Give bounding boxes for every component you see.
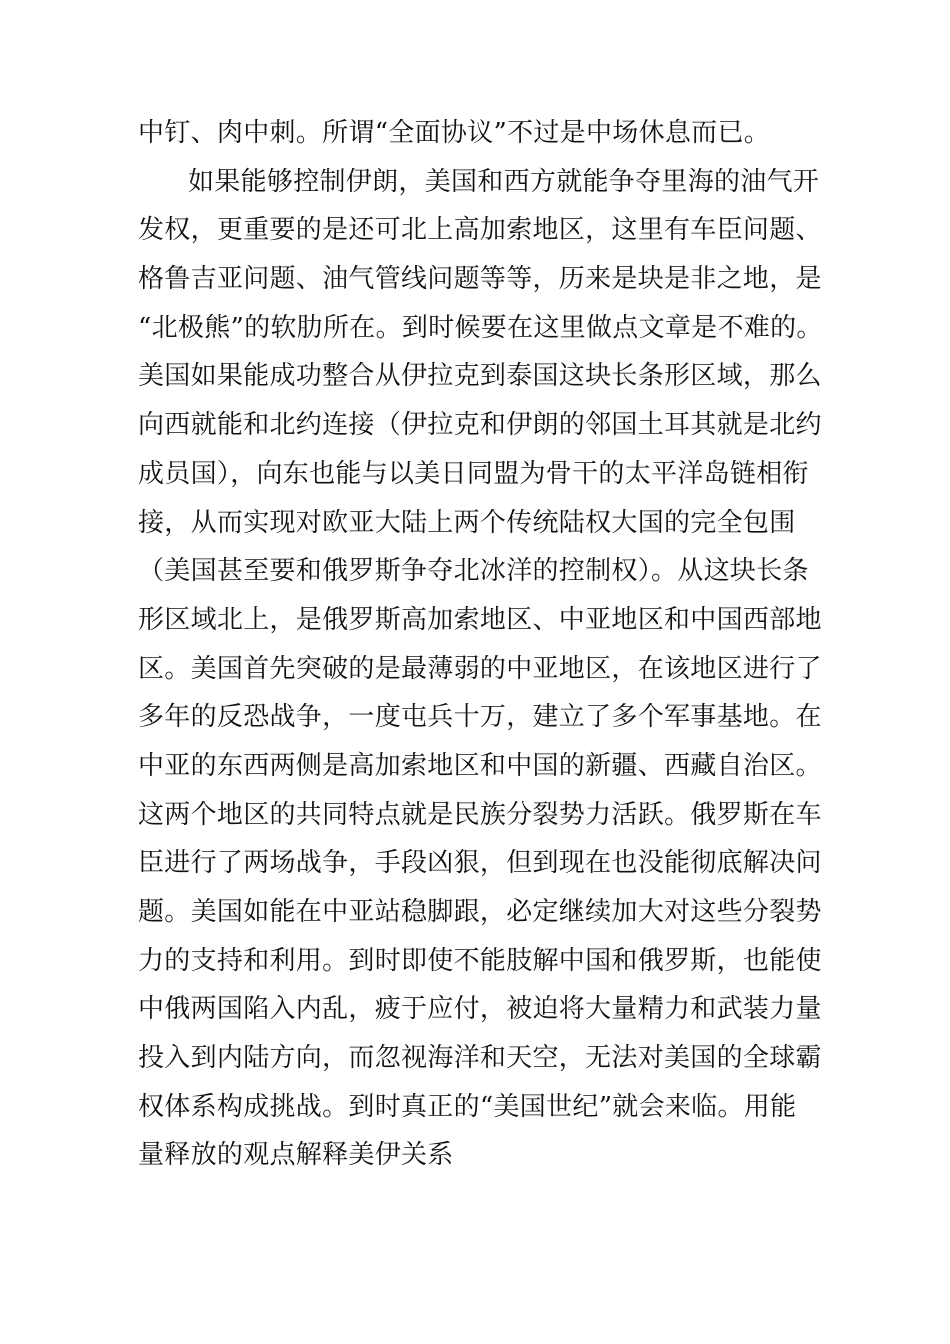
text-line: 向西就能和北约连接（伊拉克和伊朗的邻国土耳其就是北约 — [138, 410, 822, 441]
text-line: 格鲁吉亚问题、油气管线问题等等，历来是块是非之地，是 — [138, 264, 822, 295]
text-line: 题。美国如能在中亚站稳脚跟，必定继续加大对这些分裂势 — [138, 897, 822, 927]
text-line: 发权，更重要的是还可北上高加索地区，这里有车臣问题、 — [138, 215, 822, 246]
text-line: 形区域北上，是俄罗斯高加索地区、中亚地区和中国西部地 — [138, 604, 822, 635]
text-line: 力的支持和利用。到时即使不能肢解中国和俄罗斯，也能使 — [138, 945, 822, 976]
text-line: 臣进行了两场战争，手段凶狠，但到现在也没能彻底解决问 — [138, 848, 822, 879]
paragraph-first-line: 如果能够控制伊朗，美国和西方就能争夺里海的油气开 — [188, 166, 820, 197]
text-line: 投入到内陆方向，而忽视海洋和天空，无法对美国的全球霸 — [138, 1043, 822, 1074]
body-text — [138, 109, 828, 1180]
text-line: （美国甚至要和俄罗斯争夺北冰洋的控制权）。从这块长条 — [138, 556, 809, 587]
text-line: 多年的反恐战争，一度屯兵十万，建立了多个军事基地。在 — [138, 702, 822, 733]
text-line: 接，从而实现对欧亚大陆上两个传统陆权大国的完全包围 — [138, 507, 796, 538]
text-line: 区。美国首先突破的是最薄弱的中亚地区，在该地区进行了 — [138, 653, 822, 684]
text-line: “北极熊”的软肋所在。到时候要在这里做点文章是不难的。 — [138, 312, 823, 343]
text-line: 量释放的观点解释美伊关系 — [138, 1140, 454, 1171]
text-line: 中俄两国陷入内乱，疲于应付，被迫将大量精力和武装力量 — [138, 994, 822, 1025]
text-line: 权体系构成挑战。到时真正的“美国世纪”就会来临。用能 — [138, 1091, 797, 1122]
text-line: 中亚的东西两侧是高加索地区和中国的新疆、西藏自治区。 — [138, 750, 822, 781]
text-line: 成员国），向东也能与以美日同盟为骨干的太平洋岛链相衔 — [138, 458, 809, 489]
text-line: 这两个地区的共同特点就是民族分裂势力活跃。俄罗斯在车 — [138, 799, 822, 830]
text-line: 中钉、肉中刺。所谓“全面协议”不过是中场休息而已。 — [138, 118, 771, 148]
text-line: 美国如果能成功整合从伊拉克到泰国这块长条形区域，那么 — [138, 361, 822, 392]
